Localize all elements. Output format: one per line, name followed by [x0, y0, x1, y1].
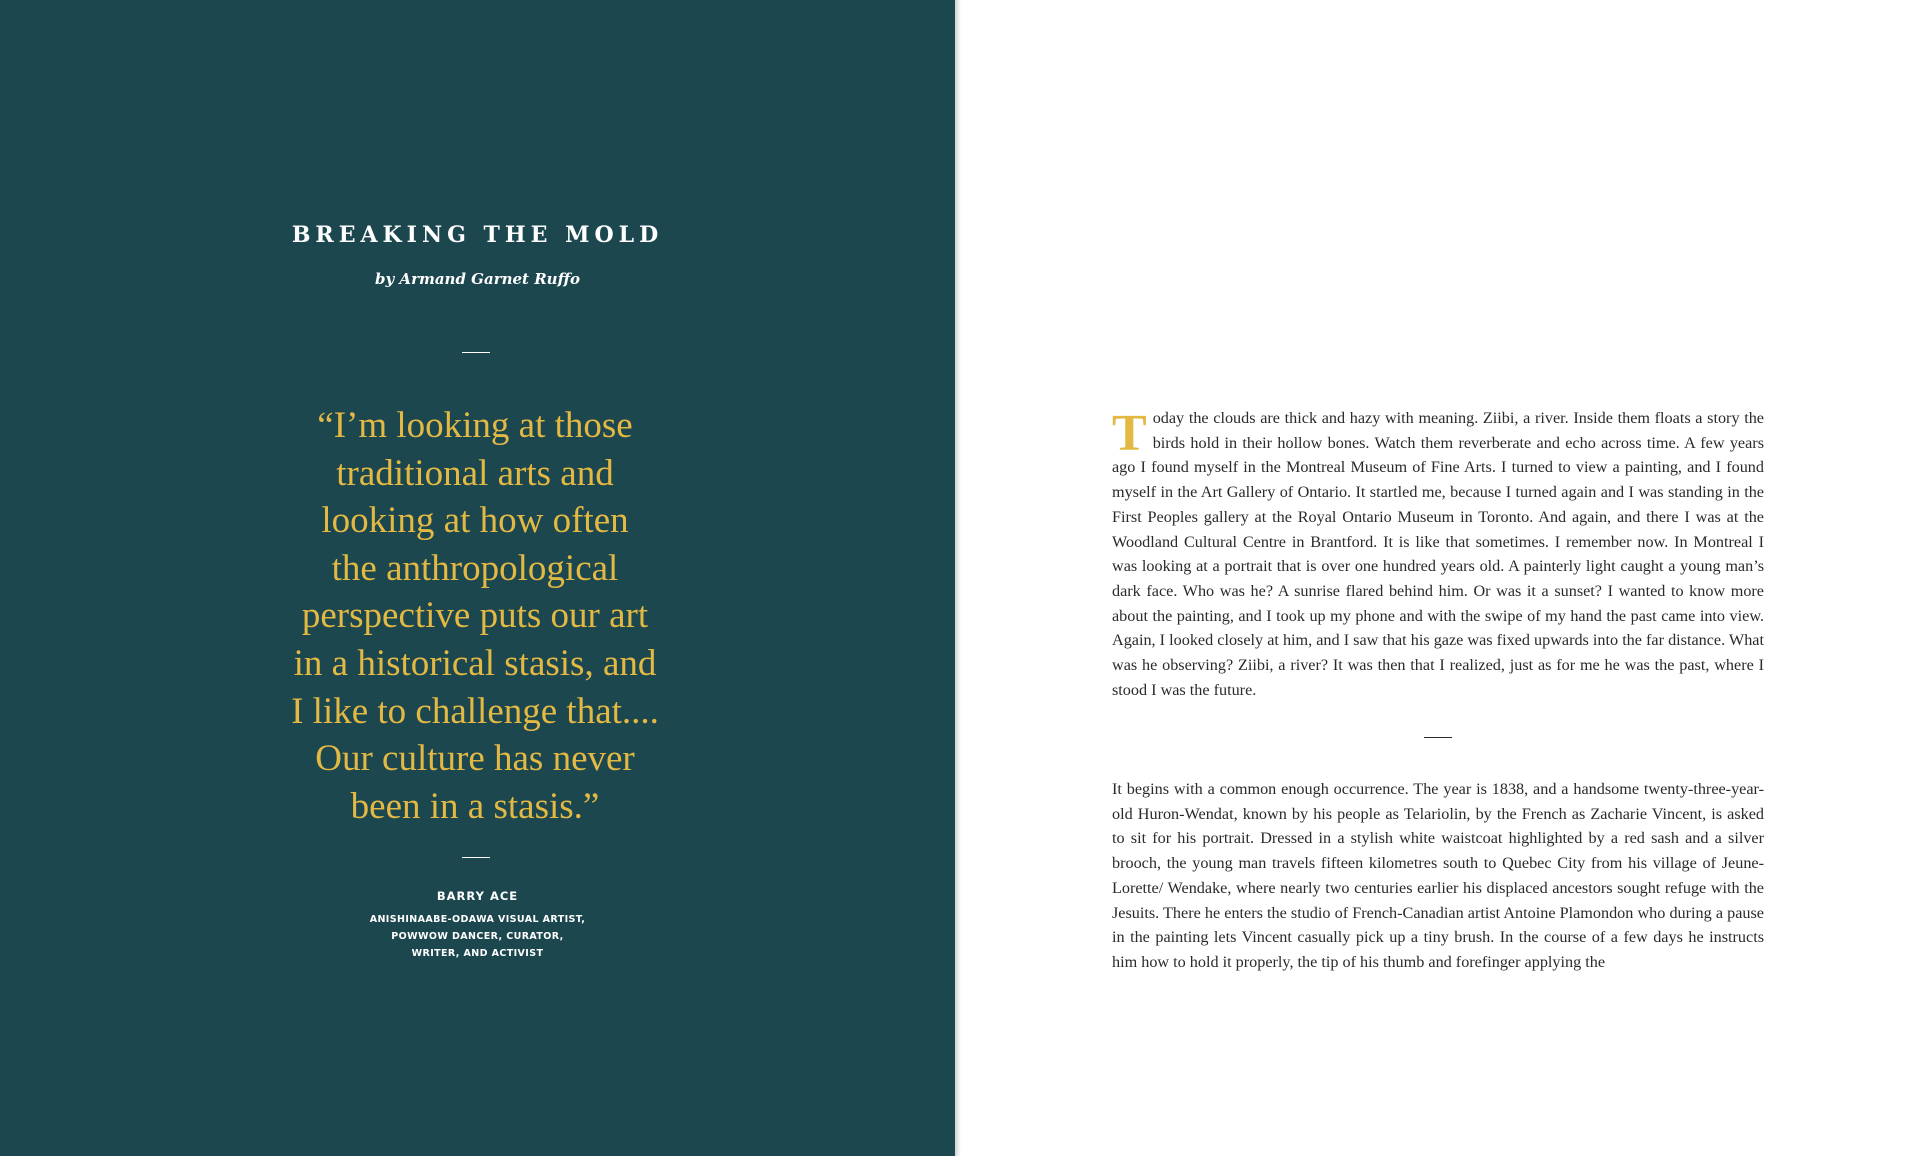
pull-quote [270, 402, 680, 830]
section-divider [1424, 737, 1452, 738]
attribution-line: ANISHINAABE-ODAWA VISUAL ARTIST, [369, 914, 586, 925]
pull-quote-line: perspective puts our art [301, 595, 649, 637]
pull-quote-line: in a historical stasis, and [293, 642, 657, 684]
pull-quote-line: been in a stasis.” [350, 785, 600, 827]
body-paragraph-2: It begins with a common enough occurrence. The year is 1838, and a handsome twenty-three-year-old Huron-Wendat, known by his people as Telariolin, by the French as Zacharie Vincent, is asked to sit for his portrait. Dressed in a stylish white waistcoat highlighted by a red sash and a silver brooch, the young man travels fifteen kilometres south to Quebec City from his village of Jeune-Lorette/ Wendake, where nearly two centuries earlier his displaced ancestors sought refuge with the Jesuits. There he enters the studio of French-Canadian artist Antoine Plamondon who during a pause in the painting lets Vincent casually pick up a tiny brush. In the course of a few days he instructs him how to hold it properly, the tip of his thumb and forefinger applying the [1112, 780, 1764, 971]
pull-quote-line: the anthropological [331, 547, 619, 589]
quote-attribution-name: BARRY ACE [436, 889, 519, 903]
pull-quote-line: looking at how often [321, 500, 629, 542]
author-byline: by Armand Garnet Ruffo [375, 270, 580, 288]
body-paragraph-1 [1112, 406, 1764, 702]
paragraph-1-text: oday the clouds are thick and hazy with meaning. Ziibi, a river. Inside them floats a story the birds hold in their hollow bones. Watch them reverberate and echo across time. A few years ago I found myself in the Montreal Museum of Fine Arts. I turned to view a painting, and I found myself in the Art Gallery of Ontario. It startled me, because I turned again and I was standing in the First Peoples gallery at the Royal Ontario Museum in Toronto. And again, and there I was at the Woodland Cultural Centre in Brantford. It is like that sometimes. I remember now. In Montreal I was looking at a portrait that is over one hundred years old. A painterly light caught a young man’s dark face. Who was he? A sunrise flared behind him. Or was it a sunset? I wanted to know more about the painting, and I took up my phone and with the swipe of my hand the past came into view. Again, I looked closely at him, and I saw that his gaze was fixed upwards into the far distance. What was he observing? Ziibi, a river? It was then that I realized, just as for me he was the past, where I stood I was the future. [1112, 409, 1764, 699]
attribution-line: WRITER, AND ACTIVIST [411, 948, 544, 959]
pull-quote-line: traditional arts and [336, 452, 614, 494]
divider-rule-top [462, 352, 490, 353]
attribution-line: POWWOW DANCER, CURATOR, [391, 931, 564, 942]
left-page [0, 0, 955, 1156]
pull-quote-line: Our culture has never [315, 738, 635, 780]
divider-rule-bottom [462, 857, 490, 858]
article-title: BREAKING THE MOLD [291, 222, 664, 248]
drop-cap: T [1112, 405, 1147, 462]
quote-attribution-description [0, 911, 955, 962]
pull-quote-line: I like to challenge that.... [291, 690, 659, 732]
pull-quote-line: “I’m looking at those [317, 405, 633, 446]
